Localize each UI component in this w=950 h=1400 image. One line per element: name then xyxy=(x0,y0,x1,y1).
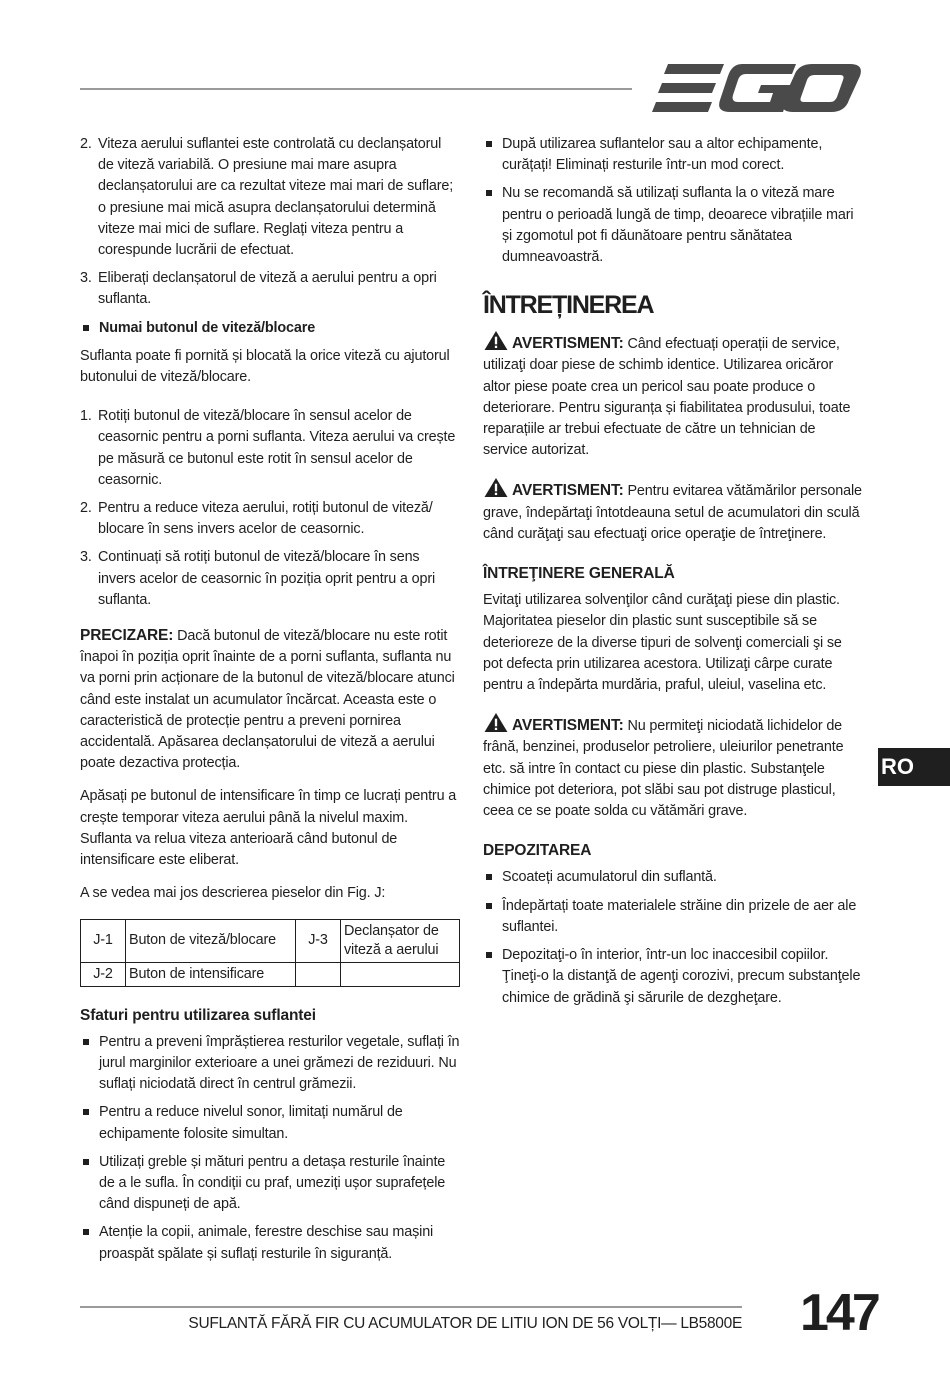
warning-text: Când efectuați operații de service, utilizaţi doar piese de schimb identice. Utilizarea oricăror altor piese poate crea un pericol sau poate produce o deteriorare. Pentru siguranța și fiabilitatea produsului, toate reparațiile ar trebui efectuate de către un tehnician de service autorizat. xyxy=(483,336,851,459)
step-text: Rotiți butonul de viteză/blocare în sensul acelor de ceasornic pentru a porni suflanta. Viteza aerului va crește pe măsură ce butonul este rotit în sensul acelor de ceasornic. xyxy=(98,408,456,488)
note-text: Dacă butonul de viteză/blocare nu este rotit înapoi în poziția oprit înainte de a porni suflanta, suflanta nu va porni prin acționare de la butonul de viteză/blocare atunci când este instalat un acumulator încărcat. Aceasta este o caracteristică de protecție pentru a preveni pornirea accidentală. Apăsarea declanșatorului de viteză a aerului poate dezactiva protecția. xyxy=(80,628,455,772)
table-cell: Declanșator de viteză a aerului xyxy=(341,919,460,962)
general-heading: ÎNTREŢINERE GENERALĂ xyxy=(483,565,675,583)
step-item xyxy=(80,268,460,310)
table-cell: J-1 xyxy=(81,919,126,962)
right-column xyxy=(483,134,863,1016)
boost-paragraph: Apăsați pe butonul de intensificare în timp ce lucrați pentru a crește temporar viteza aerului până la nivelul maxim. Suflanta va relua viteza anterioară când butonul de intensificare este eliberat. xyxy=(80,788,457,869)
table-cell: J-2 xyxy=(81,962,126,986)
square-bullet-icon xyxy=(80,1032,99,1096)
step-item xyxy=(80,547,460,611)
list-item: După utilizarea suflantelor sau a altor echipamente, curățați! Eliminați resturile într-un mod corect. xyxy=(483,134,863,176)
step-number: 1. xyxy=(80,408,92,425)
square-bullet-icon xyxy=(483,183,502,268)
square-bullet-icon xyxy=(483,945,502,1009)
general-paragraph: Evitaţi utilizarea solvenţilor când curăţaţi piese din plastic. Majoritatea pieselor din plastic sunt susceptibile să se deterioreze de la diverse tipuri de solvenţi comerciali şi se pot defecta prin utilizarea acestora. Utilizaţi cârpe curate pentru a îndepărta murdăria, praful, uleiul, vaselina etc. xyxy=(483,592,842,694)
step-number: 2. xyxy=(80,500,92,517)
warning-paragraph xyxy=(483,712,863,822)
square-bullet-icon xyxy=(80,1102,99,1144)
step-number: 3. xyxy=(80,549,92,566)
step-item xyxy=(80,498,460,540)
step-item xyxy=(80,406,460,491)
list-item: Pentru a reduce nivelul sonor, limitați numărul de echipamente folosite simultan. xyxy=(80,1102,460,1144)
warning-paragraph xyxy=(483,477,863,545)
step-number: 2. xyxy=(80,136,92,152)
footer-title: SUFLANTĂ FĂRĂ FIR CU ACUMULATOR DE LITIU ION DE 56 VOLȚI— LB5800E xyxy=(188,1315,742,1332)
table-cell: Buton de intensificare xyxy=(126,962,296,986)
language-tab: RO xyxy=(878,748,950,786)
intro-paragraph: Suflanta poate fi pornită și blocată la orice viteză cu ajutorul butonului de viteză/blocare. xyxy=(80,347,450,386)
step-text: Pentru a reduce viteza aerului, rotiți butonul de viteză/ blocare în sens invers acelor de ceasornic. xyxy=(98,500,433,538)
warning-label: AVERTISMENT: xyxy=(512,335,624,353)
list-item: Scoateți acumulatorul din suflantă. xyxy=(483,867,863,888)
list-item: Atenție la copii, animale, ferestre deschise sau mașini proaspăt spălate și suflați resturile în siguranță. xyxy=(80,1222,460,1264)
list-item: Utilizați greble și mături pentru a detașa resturile înainte de a le sufla. În condiții cu praf, umeziți ușor suprafețele când dispuneți de apă. xyxy=(80,1152,460,1216)
table-row xyxy=(81,919,460,962)
note-paragraph xyxy=(80,625,460,774)
ego-logo xyxy=(650,62,862,114)
list-item: Nu se recomandă să utilizați suflanta la o viteză mare pentru o perioadă lungă de timp, deoarece vibrațiile mari și zgomotul pot fi dăunătoare pentru sănătatea dumneavoastră. xyxy=(483,183,863,268)
bullet-heading: Numai butonul de viteză/blocare xyxy=(80,318,460,339)
warning-text: Pentru evitarea vătămărilor personale grave, îndepărtaţi întotdeauna setul de acumulatori din sculă când curăţaţi sau efectuaţi orice operaţie de întreţinere. xyxy=(483,483,862,542)
step-text: Eliberați declanșatorul de viteză a aerului pentru a opri suflanta. xyxy=(98,270,437,308)
storage-heading: DEPOZITAREA xyxy=(483,842,592,860)
note-label: PRECIZARE: xyxy=(80,627,174,645)
table-row xyxy=(81,962,460,986)
list-item: Pentru a preveni împrăștierea resturilor vegetale, suflați în jurul marginilor exterioare a unei grămezi de reziduuri. Nu suflați niciodată direct în centrul grămezii. xyxy=(80,1032,460,1096)
table-cell: J-3 xyxy=(296,919,341,962)
warning-triangle-icon xyxy=(483,712,509,733)
warning-text: Nu permiteţi niciodată lichidelor de frână, benzinei, produselor petroliere, uleiurilor penetrante etc. să intre în contact cu piese din plastic. Substanţele chimice pot deteriora, pot slăbi sau pot distruge plasticul, ceea ce se poate solda cu vătămări grave. xyxy=(483,718,844,820)
left-column xyxy=(80,134,460,1272)
section-title: ÎNTREȚINEREA xyxy=(483,291,654,320)
warning-label: AVERTISMENT: xyxy=(512,482,624,500)
step-number: 3. xyxy=(80,270,92,287)
square-bullet-icon xyxy=(483,896,502,938)
parts-table xyxy=(80,919,460,987)
square-bullet-icon xyxy=(80,1222,99,1264)
table-cell xyxy=(296,962,341,986)
step-text: Viteza aerului suflantei este controlată cu declanșatorul de viteză variabilă. O presiune mai mare asupra declanșatorului are ca rezultat viteze mai mari de suflare; o presiune mai mică asupra declanșatorului determină viteze mai mici de suflare. Reglați viteza pentru a corespunde lucrării de efectuat. xyxy=(98,136,454,259)
square-bullet-icon xyxy=(80,318,99,339)
table-cell xyxy=(341,962,460,986)
tips-heading: Sfaturi pentru utilizarea suflantei xyxy=(80,1006,316,1024)
warning-paragraph xyxy=(483,330,863,461)
square-bullet-icon xyxy=(80,1152,99,1216)
square-bullet-icon xyxy=(483,867,502,888)
warning-label: AVERTISMENT: xyxy=(512,717,624,735)
header-rule xyxy=(80,88,632,90)
warning-triangle-icon xyxy=(483,477,509,498)
square-bullet-icon xyxy=(483,134,502,176)
table-cell: Buton de viteză/blocare xyxy=(126,919,296,962)
footer-rule xyxy=(80,1306,742,1308)
list-item: Depozitaţi-o în interior, într-un loc inaccesibil copiilor. Ţineţi-o la distanţă de agenţi corozivi, precum substanţele chimice de grădină şi sărurile de dezgheţare. xyxy=(483,945,863,1009)
page-number: 147 xyxy=(800,1284,878,1342)
step-item xyxy=(80,134,460,261)
step-text: Continuați să rotiți butonul de viteză/blocare în sens invers acelor de ceasornic în poziția oprit pentru a opri suflanta. xyxy=(98,549,436,608)
warning-triangle-icon xyxy=(483,330,509,351)
list-item: Îndepărtați toate materialele străine din prizele de aer ale suflantei. xyxy=(483,896,863,938)
figure-reference: A se vedea mai jos descrierea pieselor din Fig. J: xyxy=(80,885,386,902)
